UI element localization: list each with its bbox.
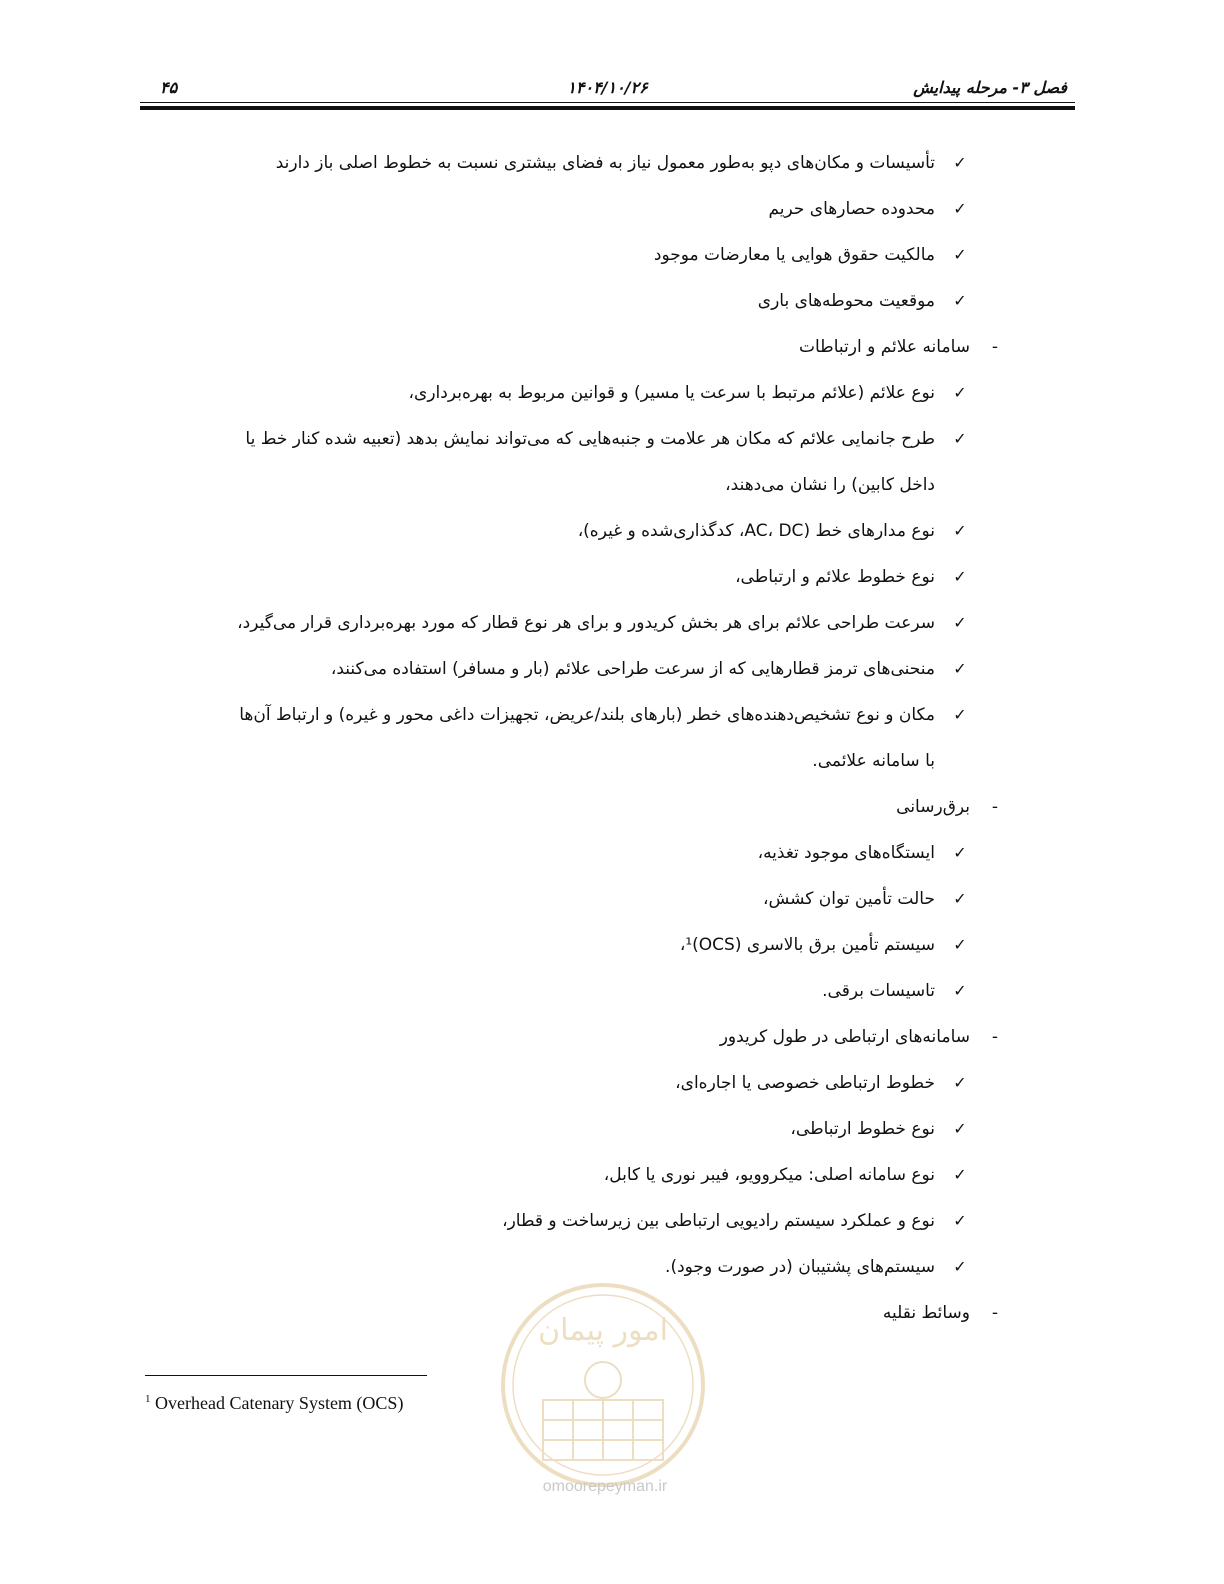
item-text: نوع سامانه اصلی: میکروویو، فیبر نوری یا کابل،	[603, 1165, 935, 1185]
checkmark-icon: ✓	[953, 1257, 967, 1276]
list-item	[140, 600, 975, 646]
footnote-text: Overhead Catenary System (OCS)	[155, 1393, 404, 1413]
list-item	[140, 554, 975, 600]
list-item	[140, 232, 975, 278]
list-item	[140, 508, 975, 554]
item-text: نوع و عملکرد سیستم رادیویی ارتباطی بین زیرساخت و قطار،	[502, 1211, 935, 1231]
checkmark-icon: ✓	[953, 935, 967, 954]
item-text: سامانه‌های ارتباطی در طول کریدور	[719, 1027, 970, 1047]
checkmark-icon: ✓	[953, 705, 967, 724]
checkmark-icon: ✓	[953, 1211, 967, 1230]
checkmark-icon: ✓	[953, 659, 967, 678]
checkmark-icon: ✓	[953, 843, 967, 862]
item-text: خطوط ارتباطی خصوصی یا اجاره‌ای،	[675, 1073, 935, 1093]
item-text: مکان و نوع تشخیص‌دهنده‌های خطر (بارهای بلند/عریض، تجهیزات داغی محور و غیره) و ارتباط آن‌ها	[239, 705, 935, 725]
list-item	[140, 1060, 975, 1106]
dash-bullet-icon: -	[991, 337, 999, 357]
item-text: نوع خطوط ارتباطی،	[790, 1119, 935, 1139]
checkmark-icon: ✓	[953, 245, 967, 264]
item-text: تاسیسات برقی.	[822, 981, 935, 1001]
item-text: سرعت طراحی علائم برای هر بخش کریدور و برای هر نوع قطار که مورد بهره‌برداری قرار می‌گیرد،	[237, 613, 935, 633]
list-item	[140, 692, 975, 738]
list-item	[140, 1152, 975, 1198]
checkmark-icon: ✓	[953, 1165, 967, 1184]
item-text: حالت تأمین توان کشش،	[762, 889, 935, 909]
item-text: طرح جانمایی علائم که مکان هر علامت و جنبه‌هایی که می‌تواند نمایش بدهد (تعبیه شده کنار خط یا	[245, 429, 935, 449]
checkmark-icon: ✓	[953, 153, 967, 172]
footnote-rule	[145, 1375, 427, 1376]
checkmark-icon: ✓	[953, 199, 967, 218]
watermark-seal-icon	[498, 1280, 708, 1490]
item-text: برق‌رسانی	[896, 797, 970, 817]
list-item-continuation: با سامانه علائمی.	[812, 751, 935, 771]
list-item	[140, 416, 975, 462]
dash-bullet-icon: -	[991, 797, 999, 817]
item-text: موقعیت محوطه‌های باری	[757, 291, 935, 311]
list-item	[140, 1106, 975, 1152]
footnote	[145, 1393, 403, 1414]
list-item	[140, 186, 975, 232]
item-text: وسائط نقلیه	[882, 1303, 970, 1323]
list-item	[140, 1198, 975, 1244]
checkmark-icon: ✓	[953, 383, 967, 402]
item-text: ایستگاه‌های موجود تغذیه،	[757, 843, 935, 863]
header-rule-thick	[140, 106, 1075, 110]
section-heading	[140, 1014, 1010, 1060]
checkmark-icon: ✓	[953, 1119, 967, 1138]
section-heading	[140, 784, 1010, 830]
footnote-marker: 1	[145, 1393, 151, 1405]
checkmark-icon: ✓	[953, 889, 967, 908]
item-text: سیستم‌های پشتیبان (در صورت وجود).	[665, 1257, 935, 1277]
item-text: منحنی‌های ترمز قطارهایی که از سرعت طراحی علائم (بار و مسافر) استفاده می‌کنند،	[330, 659, 935, 679]
list-item	[140, 922, 975, 968]
watermark-text	[500, 1478, 710, 1496]
checkmark-icon: ✓	[953, 291, 967, 310]
seal-text: امور پیمان	[538, 1313, 668, 1348]
item-text: نوع خطوط علائم و ارتباطی،	[735, 567, 935, 587]
item-text: محدوده حصارهای حریم	[768, 199, 935, 219]
checkmark-icon: ✓	[953, 521, 967, 540]
item-text: نوع علائم (علائم مرتبط با سرعت یا مسیر) و قوانین مربوط به بهره‌برداری،	[408, 383, 935, 403]
checkmark-icon: ✓	[953, 981, 967, 1000]
checkmark-icon: ✓	[953, 1073, 967, 1092]
list-item	[140, 646, 975, 692]
list-item	[140, 140, 975, 186]
chapter-title: فصل ۳- مرحله پیدایش	[913, 78, 1067, 97]
checkmark-icon: ✓	[953, 613, 967, 632]
header-date: ۱۴۰۴/۱۰/۲۶	[567, 78, 648, 97]
item-text: مالکیت حقوق هوایی یا معارضات موجود	[653, 245, 935, 265]
checkmark-icon: ✓	[953, 429, 967, 448]
body-list	[140, 140, 999, 1336]
item-text: سیستم تأمین برق بالاسری (OCS)¹،	[679, 935, 935, 955]
list-item	[140, 370, 975, 416]
checkmark-icon: ✓	[953, 567, 967, 586]
section-heading	[140, 324, 1010, 370]
list-item-continuation: داخل کابین) را نشان می‌دهند،	[725, 475, 935, 495]
dash-bullet-icon: -	[991, 1303, 999, 1323]
dash-bullet-icon: -	[991, 1027, 999, 1047]
watermark-url: omoorepeyman.ir	[542, 1478, 668, 1495]
page-header	[140, 70, 1075, 110]
item-text: نوع مدارهای خط (AC، DC، کدگذاری‌شده و غیره)،	[577, 521, 935, 541]
item-text: سامانه علائم و ارتباطات	[799, 337, 970, 357]
header-rule-thin	[140, 102, 1075, 103]
list-item	[140, 876, 975, 922]
item-text: تأسیسات و مکان‌های دپو به‌طور معمول نیاز به فضای بیشتری نسبت به خطوط اصلی باز دارند	[275, 153, 935, 173]
list-item	[140, 278, 975, 324]
page-number: ۴۵	[160, 78, 178, 97]
list-item	[140, 830, 975, 876]
list-item	[140, 968, 975, 1014]
